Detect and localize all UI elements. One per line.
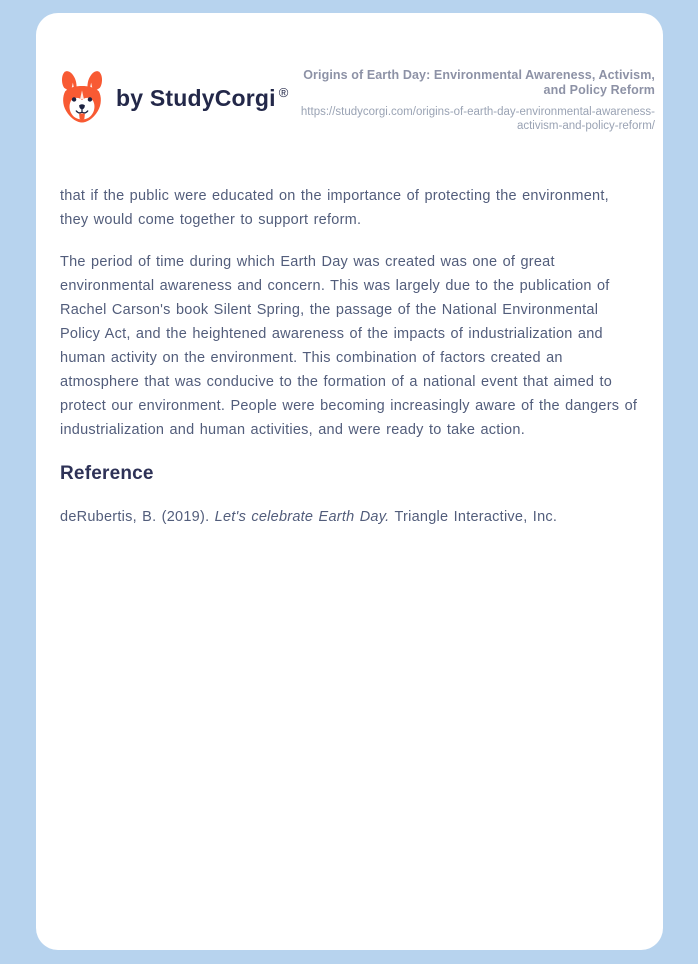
article-paragraph: The period of time during which Earth Day was created was one of great environmental awareness and concern. This was largely due to the publication of Rachel Carson's book Silent Spring, the passage of the National Environmental Policy Act, and the heightened awareness of the impacts of industrialization and human activity on the environment. This combination of factors created an atmosphere that was conducive to the formation of a national event that aimed to protect our environment. People were becoming increasingly aware of the dangers of industrialization and human activities, and were ready to take action. <box>60 254 638 438</box>
studycorgi-brand <box>58 69 289 127</box>
corgi-logo-icon <box>58 69 106 127</box>
registered-trademark-symbol: ® <box>278 84 289 100</box>
reference-citation <box>60 505 638 529</box>
document-header <box>36 13 663 133</box>
citation-work-title: Let's celebrate Earth Day. <box>214 509 390 525</box>
document-url: https://studycorgi.com/origins-of-earth-day-environmental-awareness-activism-and-policy-reform/ <box>300 106 655 132</box>
document-title: Origins of Earth Day: Environmental Awareness, Activism, and Policy Reform <box>303 68 655 97</box>
document-card <box>36 13 663 950</box>
reference-heading: Reference <box>60 463 154 484</box>
document-meta <box>289 66 655 133</box>
citation-author-year: deRubertis, B. (2019). <box>60 509 215 525</box>
article-content <box>36 133 663 529</box>
citation-publisher: Triangle Interactive, Inc. <box>389 509 558 525</box>
brand-text: by StudyCorgi ® <box>116 84 289 111</box>
article-paragraph: that if the public were educated on the importance of protecting the environment, they would come together to support reform. <box>60 188 609 228</box>
